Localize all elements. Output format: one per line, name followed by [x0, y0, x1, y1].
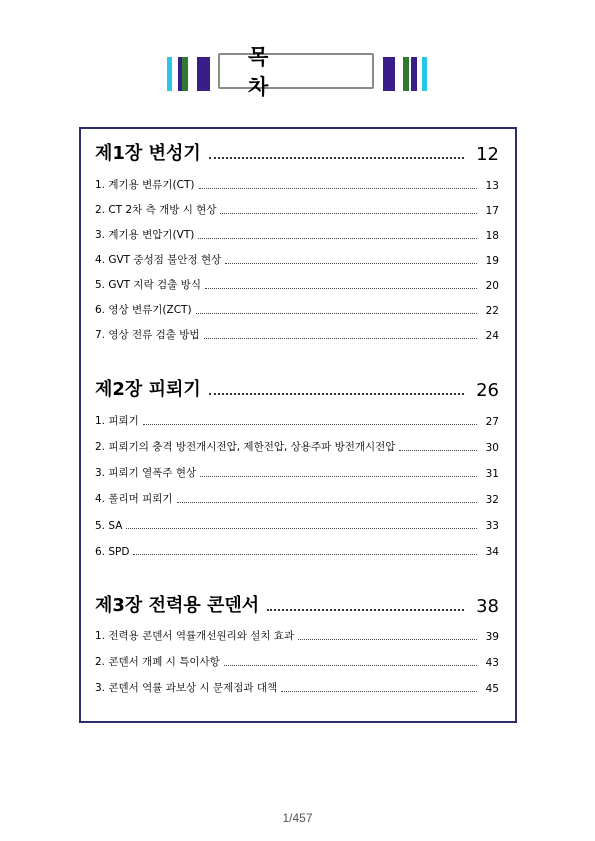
leader-dots [143, 424, 477, 425]
toc-item-label: 6. SPD [95, 546, 130, 558]
toc-item[interactable] [95, 438, 499, 454]
toc-item-label: 6. 영상 변류기(ZCT) [95, 304, 192, 316]
toc-item-page: 34 [485, 546, 499, 558]
toc-item-page: 43 [485, 657, 499, 669]
leader-dots [205, 288, 477, 289]
toc-item[interactable] [95, 326, 499, 342]
toc-item-page: 45 [485, 683, 499, 695]
toc-item-label: 3. 계기용 변압기(VT) [95, 229, 195, 241]
leader-dots [281, 691, 477, 692]
toc-item-page: 24 [485, 330, 499, 342]
toc-item-label: 4. 폴리머 피뢰기 [95, 493, 173, 505]
leader-dots [200, 476, 477, 477]
chapter-page: 38 [476, 596, 499, 617]
decor-bar-cyan-left [167, 57, 172, 91]
chapter-heading[interactable] [95, 593, 499, 617]
page-title: 목 차 [218, 53, 374, 89]
leader-dots [224, 665, 477, 666]
chapter-title: 제2장 피뢰기 [95, 379, 201, 400]
toc-header [0, 45, 595, 99]
page-number: 1/457 [282, 811, 313, 825]
toc-item-label: 5. GVT 지락 검출 방식 [95, 279, 201, 291]
leader-dots [267, 609, 464, 611]
toc-item-page: 20 [485, 280, 499, 292]
leader-dots [199, 188, 478, 189]
toc-item[interactable] [95, 251, 499, 267]
leader-dots [220, 213, 477, 214]
toc-item[interactable] [95, 276, 499, 292]
toc-item-label: 3. 콘덴서 역률 과보상 시 문제점과 대책 [95, 682, 278, 694]
chapter-title: 제1장 변성기 [95, 143, 201, 164]
toc-item-page: 22 [485, 305, 499, 317]
decor-bar-green-right [403, 57, 409, 91]
toc-item[interactable] [95, 542, 499, 558]
leader-dots [225, 263, 477, 264]
toc-item-label: 3. 피뢰기 열폭주 현상 [95, 467, 197, 479]
leader-dots [209, 157, 464, 159]
toc-item[interactable] [95, 176, 499, 192]
toc-item-label: 1. 전력용 콘덴서 역률개선원리와 설치 효과 [95, 630, 295, 642]
decor-bar-cyan-right [422, 57, 427, 91]
decor-bar-green-left-2 [182, 57, 188, 91]
toc-item-page: 33 [485, 520, 499, 532]
toc-item[interactable] [95, 464, 499, 480]
leader-dots [204, 338, 477, 339]
toc-item-label: 7. 영상 전류 검출 방법 [95, 329, 200, 341]
toc-item[interactable] [95, 412, 499, 428]
leader-dots [126, 528, 477, 529]
toc-item-label: 4. GVT 중성점 불안정 현상 [95, 254, 222, 266]
toc-item[interactable] [95, 516, 499, 532]
leader-dots [209, 393, 464, 395]
leader-dots [298, 639, 477, 640]
toc-item-page: 17 [485, 205, 499, 217]
toc-item[interactable] [95, 226, 499, 242]
toc-item-page: 13 [485, 180, 499, 192]
toc-item[interactable] [95, 201, 499, 217]
decor-bar-purple-left-2 [197, 57, 210, 91]
leader-dots [198, 238, 477, 239]
decor-bar-purple-right [383, 57, 395, 91]
toc-item-label: 2. CT 2차 측 개방 시 현상 [95, 204, 217, 216]
toc-item-page: 18 [485, 230, 499, 242]
chapter-heading[interactable] [95, 377, 499, 401]
leader-dots [177, 502, 477, 503]
toc-item[interactable] [95, 653, 499, 669]
toc-item-label: 2. 피뢰기의 충격 방전개시전압, 제한전압, 상용주파 방전개시전압 [95, 441, 396, 453]
leader-dots [196, 313, 477, 314]
leader-dots [399, 450, 477, 451]
toc-item-label: 1. 피뢰기 [95, 415, 139, 427]
toc-item-page: 27 [485, 416, 499, 428]
decor-bar-purple-right-2 [411, 57, 417, 91]
toc-item-label: 1. 계기용 변류기(CT) [95, 179, 195, 191]
leader-dots [133, 554, 477, 555]
toc-item[interactable] [95, 490, 499, 506]
toc-item[interactable] [95, 627, 499, 643]
toc-item-page: 31 [485, 468, 499, 480]
toc-item-label: 2. 콘덴서 개폐 시 특이사항 [95, 656, 220, 668]
toc-item-page: 32 [485, 494, 499, 506]
chapter-page: 26 [476, 380, 499, 401]
toc-item-page: 30 [485, 442, 499, 454]
toc-item[interactable] [95, 679, 499, 695]
chapter-heading[interactable] [95, 141, 499, 165]
toc-item-label: 5. SA [95, 520, 123, 532]
toc-item[interactable] [95, 301, 499, 317]
chapter-title: 제3장 전력용 콘덴서 [95, 595, 260, 616]
toc-item-page: 39 [485, 631, 499, 643]
toc-box [79, 127, 517, 723]
chapter-page: 12 [476, 144, 499, 165]
toc-item-page: 19 [485, 255, 499, 267]
